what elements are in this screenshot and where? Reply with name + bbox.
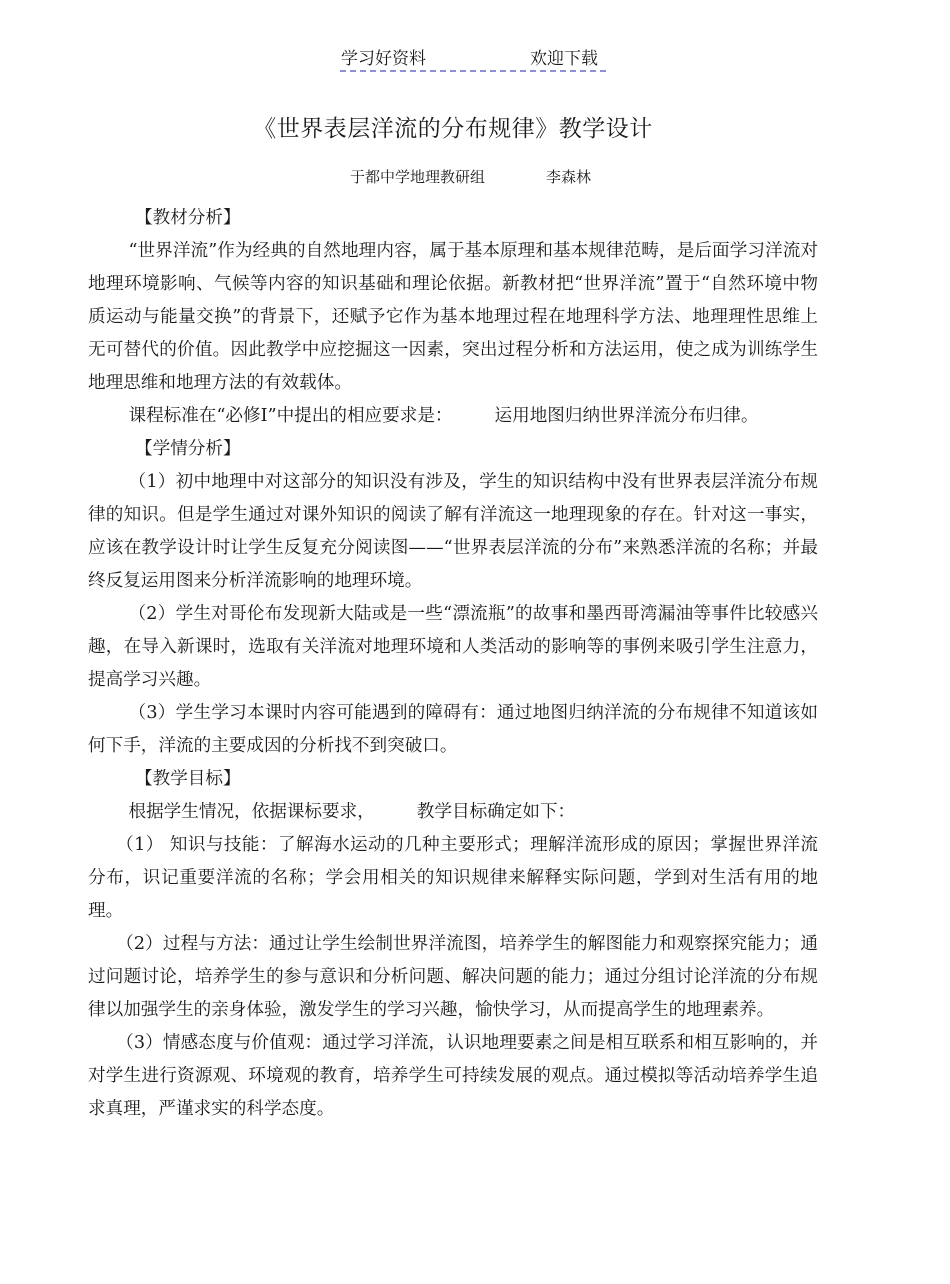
header-left-text: 学习好资料 — [341, 49, 426, 69]
goals-intro-part-1: 根据学生情况，依据课标要求， — [128, 802, 375, 822]
goal-attitudes-values: （3）情感态度与价值观：通过学习洋流，认识地理要素之间是相互联系和相互影响的，并对学生进行资源观、环境观的教育，培养学生可持续发展的观点。通过模拟等活动培养学生追求真理，严谨求实的科学态度。 — [88, 1033, 818, 1119]
page-header — [340, 42, 606, 72]
author-name: 李森林 — [546, 168, 592, 186]
curriculum-standard-requirement: 运用地图归纳世界洋流分布归律。 — [494, 406, 759, 426]
curriculum-standard-paragraph — [88, 400, 818, 433]
goal-process-methods: （2）过程与方法：通过让学生绘制世界洋流图，培养学生的解图能力和观察探究能力；通过问题讨论，培养学生的参与意识和分析问题、解决问题的能力；通过分组讨论洋流的分布规律以加强学生的亲身体验，激发学生的学习兴趣，愉快学习，从而提高学生的地理素养。 — [88, 934, 818, 1020]
header-right-text: 欢迎下载 — [530, 49, 598, 69]
textbook-analysis-paragraph: “世界洋流”作为经典的自然地理内容，属于基本原理和基本规律范畴，是后面学习洋流对地理环境影响、气候等内容的知识基础和理论依据。新教材把“世界洋流”置于“自然环境中物质运动与能量交换”的背景下，还赋予它作为基本地理过程在地理科学方法、地理理性思维上无可替代的价值。因此教学中应挖掘这一因素，突出过程分析和方法运用，使之成为训练学生地理思维和地理方法的有效载体。 — [88, 241, 818, 393]
student-analysis-item-3: （3）学生学习本课时内容可能遇到的障碍有：通过地图归纳洋流的分布规律不知道该如何下手，洋流的主要成因的分析找不到突破口。 — [88, 703, 818, 756]
section-heading-textbook: 【教材分析】 — [135, 208, 241, 228]
student-analysis-item-2: （2）学生对哥伦布发现新大陆或是一些“漂流瓶”的故事和墨西哥湾漏油等事件比较感兴趣，在导入新课时，选取有关洋流对地理环境和人类活动的影响等的事例来吸引学生注意力，提高学习兴趣。 — [88, 604, 818, 690]
goal-knowledge-skills: （1） 知识与技能：了解海水运动的几种主要形式；理解洋流形成的原因；掌握世界洋流分布，识记重要洋流的名称；学会用相关的知识规律来解释实际问题，学到对生活有用的地理。 — [88, 835, 818, 921]
section-heading-goals: 【教学目标】 — [135, 769, 241, 789]
student-analysis-item-1: （1）初中地理中对这部分的知识没有涉及，学生的知识结构中没有世界表层洋流分布规律的知识。但是学生通过对课外知识的阅读了解有洋流这一地理现象的存在。针对这一事实，应该在教学设计时让学生反复充分阅读图——“世界表层洋流的分布”来熟悉洋流的名称；并最终反复运用图来分析洋流影响的地理环境。 — [88, 472, 818, 591]
curriculum-standard-label: 课程标准在“必修Ⅰ”中提出的相应要求是： — [128, 406, 453, 426]
section-heading-students: 【学情分析】 — [135, 439, 241, 459]
goals-intro-part-2: 教学目标确定如下： — [416, 802, 576, 822]
goals-intro — [88, 796, 818, 829]
document-title: 《世界表层洋流的分布规律》教学设计 — [253, 116, 653, 142]
author-organization: 于都中学地理教研组 — [350, 168, 486, 186]
document-body — [88, 202, 818, 1126]
